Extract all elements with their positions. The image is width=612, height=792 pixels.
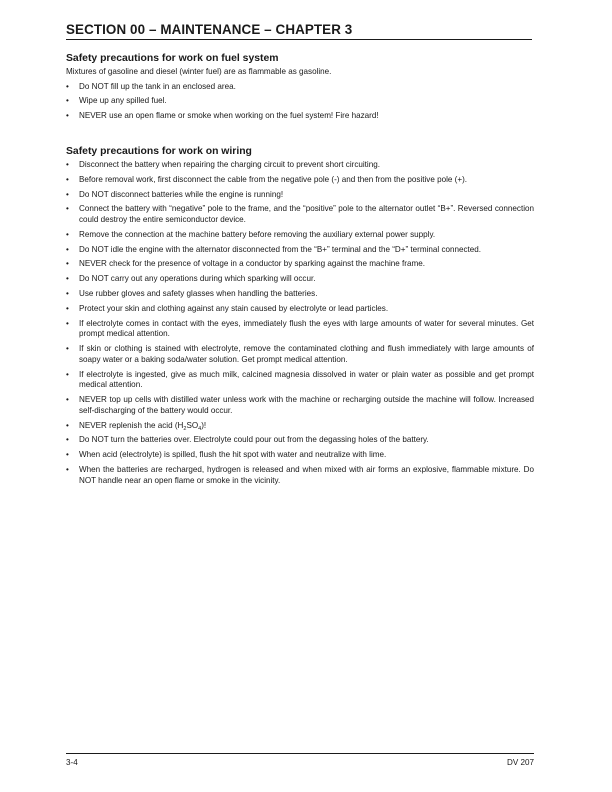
page-number: 3-4 [66,758,78,767]
bullet-icon: • [66,450,69,460]
list-item-text: Do NOT idle the engine with the alternator disconnected from the “B+” terminal and the “D+” terminal connected. [79,244,482,254]
list-item [66,450,534,461]
bullet-icon: • [66,189,69,199]
list-item-text: Connect the battery with “negative” pole to the frame, and the “positive” pole to the alternator outlet “B+”. Reversed connection could destroy the entire semiconductor device. [79,204,534,225]
list-item-text: Wipe up any spilled fuel. [79,96,167,106]
bullet-icon: • [66,229,69,239]
list-item-text: NEVER use an open flame or smoke when working on the fuel system! Fire hazard! [79,111,379,121]
list-item-text: Disconnect the battery when repairing the charging circuit to prevent short circuiting. [79,160,380,169]
bullet-icon: • [66,204,69,214]
bullet-icon: • [66,369,69,379]
list-item-text: Do NOT disconnect batteries while the engine is running! [79,189,284,199]
list-item-text: NEVER check for the presence of voltage in a conductor by sparking against the machine frame. [79,259,425,269]
acid-subscript-2: 2 [183,425,187,432]
bullet-icon: • [66,303,69,313]
wiring-safety-section [66,146,534,491]
list-item [66,111,534,122]
list-item [66,319,534,340]
list-item-text: Use rubber gloves and safety glasses when handling the batteries. [79,289,318,299]
list-item-text: When acid (electrolyte) is spilled, flush the hit spot with water and neutralize with lime. [79,450,387,460]
bullet-icon: • [66,274,69,284]
bullet-icon: • [66,96,69,106]
list-item [66,435,534,446]
bullet-icon: • [66,318,69,328]
list-item-text: When the batteries are recharged, hydrogen is released and when mixed with air forms an explosive, flammable mixture. Do NOT handle near an open flame or smoke in the vicinity. [79,465,534,485]
list-item-text: If skin or clothing is stained with electrolyte, remove the contaminated clothing and flush immediately with large amounts of soapy water or a baking soda/water solution. Get prompt medical attention. [79,344,534,364]
bullet-icon: • [66,435,69,445]
list-item [66,370,534,391]
list-item-text: Do NOT carry out any operations during which sparking will occur. [79,274,316,284]
bullet-icon: • [66,259,69,269]
footer-divider [66,753,534,754]
acid-text-mid: SO [186,420,199,430]
list-item-text: If electrolyte is ingested, give as much milk, calcined magnesia dissolved in water or plain water as possible and get prompt medical attention. [79,369,534,390]
list-item [66,289,534,300]
list-item-text: Protect your skin and clothing against any stain caused by electrolyte or lead particles. [79,303,389,313]
fuel-precautions-list [66,82,534,122]
list-item [66,96,534,107]
list-item-text: NEVER top up cells with distilled water unless work with the machine or recharging outside the machine will follow. Increased self-discharging of the battery would occur. [79,395,534,415]
bullet-icon: • [66,244,69,254]
bullet-icon: • [66,465,69,475]
bullet-icon: • [66,111,69,121]
wiring-precautions-list [66,160,534,486]
bullet-icon: • [66,289,69,299]
list-item [66,465,534,486]
bullet-icon: • [66,395,69,405]
list-item [66,274,534,285]
list-item [66,160,534,171]
fuel-section-heading: Safety precautions for work on fuel system [66,53,279,64]
list-item-text: Do NOT turn the batteries over. Electrolyte could pour out from the degassing holes of the battery. [79,435,429,445]
list-item [66,395,534,416]
bullet-icon: • [66,81,69,91]
list-item [66,304,534,315]
list-item [66,175,534,186]
bullet-icon: • [66,420,69,430]
fuel-safety-section [66,53,534,126]
list-item [66,259,534,270]
list-item [66,344,534,365]
list-item [66,82,534,93]
bullet-icon: • [66,174,69,184]
list-item-text: Before removal work, first disconnect the cable from the negative pole (-) and then from the positive pole (+). [79,174,468,184]
wiring-section-heading: Safety precautions for work on wiring [66,146,252,157]
list-item [66,190,534,201]
list-item-text: If electrolyte comes in contact with the eyes, immediately flush the eyes with large amounts of water for several minutes. Get prompt medical attention. [79,318,534,339]
list-item-acid [66,421,534,432]
acid-text-post: )! [201,420,207,430]
page-title: SECTION 00 – MAINTENANCE – CHAPTER 3 [66,22,532,40]
bullet-icon: • [66,344,69,354]
list-item [66,230,534,241]
bullet-icon: • [66,160,69,169]
list-item [66,204,534,225]
fuel-intro-text: Mixtures of gasoline and diesel (winter fuel) are as flammable as gasoline. [66,67,332,76]
acid-subscript-4: 4 [198,425,202,432]
list-item-text: Remove the connection at the machine battery before removing the auxiliary external power supply. [79,229,436,239]
acid-text-pre: NEVER replenish the acid (H [79,420,184,430]
list-item-text: Do NOT fill up the tank in an enclosed area. [79,81,236,91]
list-item [66,245,534,256]
document-code: DV 207 [507,758,534,767]
